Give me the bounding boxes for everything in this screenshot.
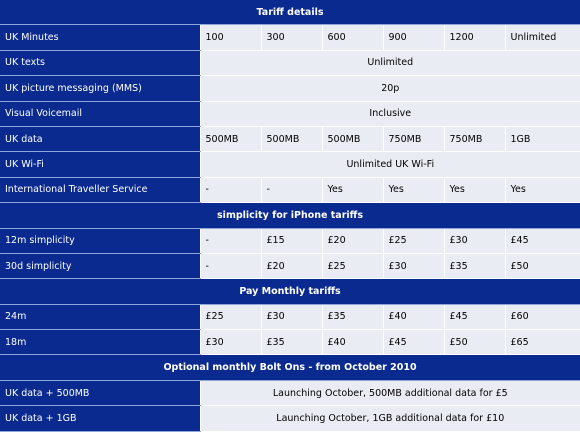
table-cell: £60: [505, 304, 580, 329]
row-label: 12m simplicity: [0, 228, 200, 253]
row-label: UK texts: [0, 50, 200, 75]
table-cell: £25: [322, 253, 383, 278]
table-cell: £35: [261, 330, 322, 355]
section-title: simplicity for iPhone tariffs: [0, 203, 580, 228]
table-cell: 300: [261, 25, 322, 50]
row-label: UK picture messaging (MMS): [0, 76, 200, 101]
table-row: [0, 406, 580, 431]
table-cell: Unlimited: [200, 50, 580, 75]
table-cell: Yes: [322, 177, 383, 202]
table-cell: £30: [261, 304, 322, 329]
table-cell: 600: [322, 25, 383, 50]
table-cell: -: [200, 253, 261, 278]
table-cell: 1200: [444, 25, 505, 50]
table-row: [0, 253, 580, 278]
table-cell: £30: [444, 228, 505, 253]
table-cell: £35: [322, 304, 383, 329]
table-row: [0, 177, 580, 202]
section-title: Optional monthly Bolt Ons - from October 2010: [0, 355, 580, 380]
table-cell: £25: [383, 228, 444, 253]
table-row: [0, 152, 580, 177]
row-label: UK data + 1GB: [0, 406, 200, 431]
section-header: [0, 279, 580, 304]
table-cell: 100: [200, 25, 261, 50]
row-label: International Traveller Service: [0, 177, 200, 202]
row-label: UK Wi-Fi: [0, 152, 200, 177]
table-cell: -: [261, 177, 322, 202]
table-cell: Launching October, 1GB additional data for £10: [200, 406, 580, 431]
table-row: [0, 25, 580, 50]
row-label: UK Minutes: [0, 25, 200, 50]
table-cell: £65: [505, 330, 580, 355]
table-row: [0, 304, 580, 329]
table-row: [0, 50, 580, 75]
row-label: UK data + 500MB: [0, 380, 200, 405]
table-cell: -: [200, 228, 261, 253]
table-row: [0, 380, 580, 405]
table-cell: 1GB: [505, 126, 580, 151]
table-cell: 900: [383, 25, 444, 50]
table-cell: Launching October, 500MB additional data for £5: [200, 380, 580, 405]
row-label: 18m: [0, 330, 200, 355]
table-cell: 750MB: [444, 126, 505, 151]
table-cell: -: [200, 177, 261, 202]
section-title: Tariff details: [0, 0, 580, 25]
table-cell: Unlimited UK Wi-Fi: [200, 152, 580, 177]
table-cell: £40: [322, 330, 383, 355]
table-cell: £50: [505, 253, 580, 278]
table-row: [0, 126, 580, 151]
table-cell: £45: [383, 330, 444, 355]
row-label: 30d simplicity: [0, 253, 200, 278]
table-cell: 500MB: [322, 126, 383, 151]
table-cell: £25: [200, 304, 261, 329]
table-cell: 20p: [200, 76, 580, 101]
table-row: [0, 330, 580, 355]
table-cell: £20: [261, 253, 322, 278]
table-row: [0, 76, 580, 101]
table-cell: £40: [383, 304, 444, 329]
table-cell: £15: [261, 228, 322, 253]
section-header: [0, 203, 580, 228]
table-cell: Yes: [505, 177, 580, 202]
table-cell: Unlimited: [505, 25, 580, 50]
table-cell: £45: [505, 228, 580, 253]
table-row: [0, 228, 580, 253]
row-label: Visual Voicemail: [0, 101, 200, 126]
table-row: [0, 101, 580, 126]
section-header: [0, 0, 580, 25]
row-label: 24m: [0, 304, 200, 329]
table-cell: £30: [383, 253, 444, 278]
table-cell: Yes: [383, 177, 444, 202]
table-cell: 500MB: [261, 126, 322, 151]
row-label: UK data: [0, 126, 200, 151]
table-cell: Yes: [444, 177, 505, 202]
table-cell: £45: [444, 304, 505, 329]
table-cell: £35: [444, 253, 505, 278]
table-cell: £30: [200, 330, 261, 355]
table-cell: 750MB: [383, 126, 444, 151]
table-cell: £50: [444, 330, 505, 355]
table-cell: 500MB: [200, 126, 261, 151]
table-cell: Inclusive: [200, 101, 580, 126]
table-cell: £20: [322, 228, 383, 253]
section-title: Pay Monthly tariffs: [0, 279, 580, 304]
section-header: [0, 355, 580, 380]
